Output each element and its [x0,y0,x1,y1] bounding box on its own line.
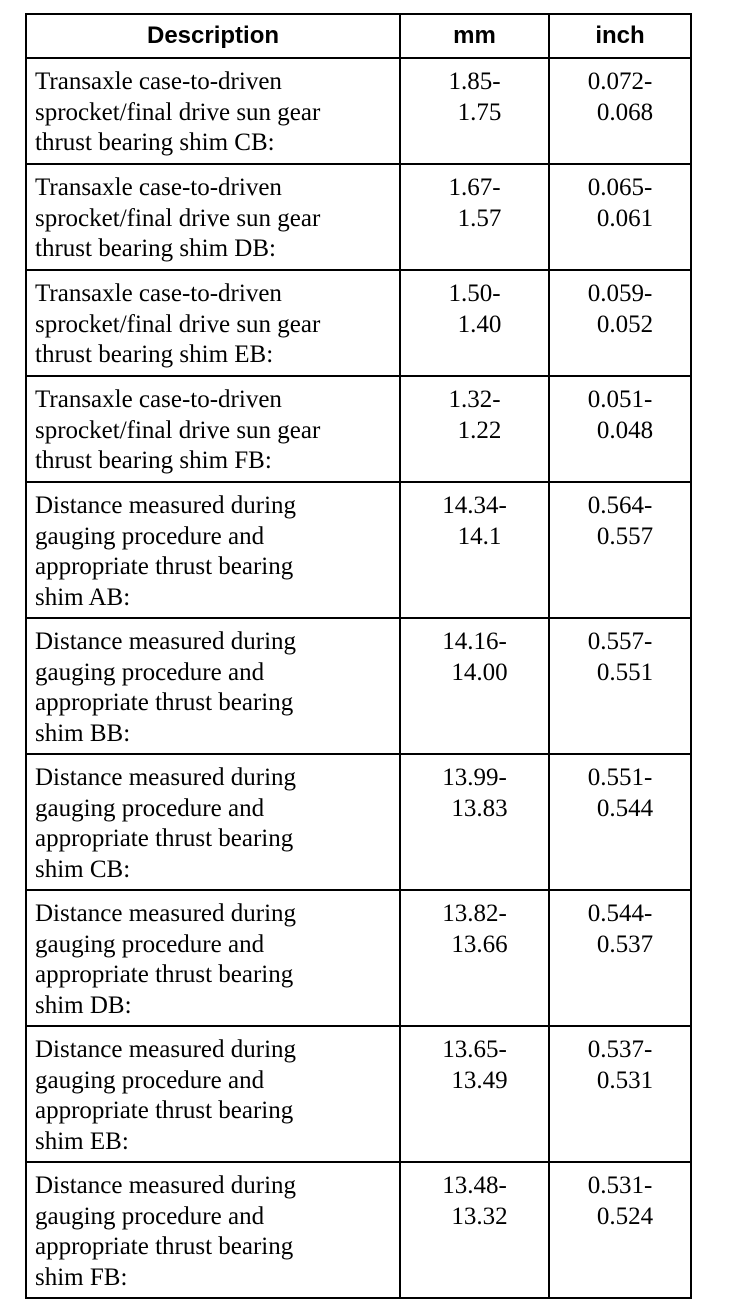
table-body [26,58,691,1298]
description-cell: Transaxle case-to-driven sprocket/final drive sun gear thrust bearing shim EB: [26,270,400,376]
inch-high-value: 0.059- [587,280,653,307]
inch-low-value: 0.524 [596,1202,654,1230]
description-cell: Distance measured during gauging procedure and appropriate thrust bearing shim EB: [26,1026,400,1162]
inch-cell [549,164,691,270]
table-row [26,754,691,890]
mm-cell [400,270,549,376]
inch-high-value: 0.531- [587,1172,653,1199]
mm-cell [400,376,549,482]
mm-low-value: 13.83 [451,794,508,822]
table-row [26,58,691,164]
table-row [26,618,691,754]
inch-high-value: 0.051- [587,386,653,413]
header-mm: mm [400,14,549,58]
description-cell: Distance measured during gauging procedure and appropriate thrust bearing shim BB: [26,618,400,754]
description-cell: Transaxle case-to-driven sprocket/final drive sun gear thrust bearing shim CB: [26,58,400,164]
mm-low-value: 13.66 [451,930,508,958]
inch-high-value: 0.544- [587,900,653,927]
description-cell: Distance measured during gauging procedure and appropriate thrust bearing shim FB: [26,1162,400,1298]
table-row [26,1026,691,1162]
mm-low-value: 1.75 [457,98,502,126]
table-header [26,14,691,58]
mm-high-value: 14.34- [442,492,507,519]
mm-low-value: 1.57 [457,204,502,232]
inch-high-value: 0.557- [587,628,653,655]
mm-low-value: 13.32 [451,1202,508,1230]
description-cell: Distance measured during gauging procedure and appropriate thrust bearing shim AB: [26,482,400,618]
table-row [26,1162,691,1298]
mm-high-value: 14.16- [442,628,507,655]
inch-high-value: 0.564- [587,492,653,519]
mm-high-value: 1.85- [448,68,501,95]
mm-low-value: 1.40 [457,310,502,338]
inch-high-value: 0.072- [587,68,653,95]
mm-high-value: 1.50- [448,280,501,307]
inch-cell [549,376,691,482]
description-cell: Distance measured during gauging procedure and appropriate thrust bearing shim DB: [26,890,400,1026]
mm-low-value: 14.1 [457,522,502,550]
description-cell: Distance measured during gauging procedure and appropriate thrust bearing shim CB: [26,754,400,890]
inch-low-value: 0.537 [596,930,654,958]
mm-high-value: 13.48- [442,1172,507,1199]
spec-table [25,13,692,1299]
inch-cell [549,890,691,1026]
inch-cell [549,618,691,754]
table-row [26,376,691,482]
inch-cell [549,482,691,618]
inch-low-value: 0.557 [596,522,654,550]
inch-high-value: 0.551- [587,764,653,791]
mm-cell [400,482,549,618]
inch-low-value: 0.551 [596,658,654,686]
inch-high-value: 0.065- [587,174,653,201]
mm-cell [400,58,549,164]
mm-low-value: 1.22 [457,416,502,444]
inch-low-value: 0.544 [596,794,654,822]
mm-high-value: 13.99- [442,764,507,791]
table-row [26,270,691,376]
table-row [26,482,691,618]
inch-low-value: 0.531 [596,1066,654,1094]
inch-cell [549,58,691,164]
mm-cell [400,164,549,270]
inch-high-value: 0.537- [587,1036,653,1063]
inch-low-value: 0.052 [596,310,654,338]
mm-cell [400,890,549,1026]
inch-low-value: 0.061 [596,204,654,232]
description-cell: Transaxle case-to-driven sprocket/final drive sun gear thrust bearing shim DB: [26,164,400,270]
mm-cell [400,1026,549,1162]
mm-high-value: 13.65- [442,1036,507,1063]
inch-cell [549,1026,691,1162]
mm-high-value: 1.32- [448,386,501,413]
mm-high-value: 13.82- [442,900,507,927]
table-row [26,890,691,1026]
mm-cell [400,1162,549,1298]
inch-low-value: 0.048 [596,416,654,444]
inch-cell [549,754,691,890]
inch-cell [549,270,691,376]
inch-cell [549,1162,691,1298]
header-row [26,14,691,58]
mm-cell [400,754,549,890]
header-description: Description [26,14,400,58]
mm-low-value: 13.49 [451,1066,508,1094]
mm-cell [400,618,549,754]
description-cell: Transaxle case-to-driven sprocket/final drive sun gear thrust bearing shim FB: [26,376,400,482]
mm-low-value: 14.00 [451,658,508,686]
mm-high-value: 1.67- [448,174,501,201]
table-row [26,164,691,270]
inch-low-value: 0.068 [596,98,654,126]
header-inch: inch [549,14,691,58]
